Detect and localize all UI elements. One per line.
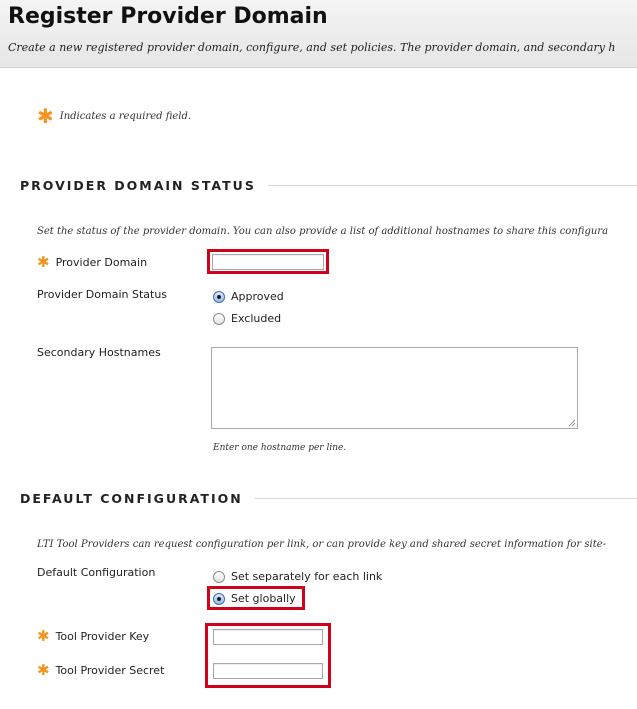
tool-provider-secret-input[interactable] — [213, 663, 323, 679]
secondary-hostnames-label: Secondary Hostnames — [37, 346, 161, 359]
provider-domain-input[interactable] — [212, 254, 324, 270]
required-star-icon: ✱ — [37, 661, 50, 679]
tool-provider-secret-label: ✱ Tool Provider Secret — [37, 661, 165, 679]
radio-label: Set separately for each link — [231, 570, 383, 583]
radio-approved[interactable] — [213, 290, 284, 303]
provider-domain-status-label: Provider Domain Status — [37, 288, 168, 301]
page-title: Register Provider Domain — [8, 4, 328, 29]
section-divider — [255, 498, 637, 499]
required-star-icon: ✱ — [37, 104, 54, 128]
section-heading-provider-domain-status — [20, 178, 637, 193]
page-description: Create a new registered provider domain, configure, and set policies. The provider domain, and secondary h — [8, 41, 616, 54]
tool-provider-key-input[interactable] — [213, 629, 323, 645]
radio-set-separately[interactable] — [213, 570, 382, 583]
page-header — [0, 0, 637, 68]
radio-button-selected[interactable] — [213, 593, 225, 605]
radio-label: Excluded — [231, 312, 282, 325]
radio-button-selected[interactable] — [213, 291, 225, 303]
required-note-text: Indicates a required field. — [59, 110, 192, 122]
radio-label: Approved — [231, 290, 284, 303]
secondary-hostnames-hint: Enter one hostname per line. — [213, 443, 347, 453]
radio-label: Set globally — [231, 592, 296, 605]
section-heading-default-configuration — [20, 491, 637, 506]
required-star-icon: ✱ — [37, 627, 50, 645]
section-description: Set the status of the provider domain. You can also provide a list of additional hostnames to share this configura — [37, 226, 609, 237]
required-star-icon: ✱ — [37, 253, 50, 271]
section-title: DEFAULT CONFIGURATION — [20, 491, 243, 506]
tool-provider-key-label: ✱ Tool Provider Key — [37, 627, 150, 645]
section-title: PROVIDER DOMAIN STATUS — [20, 178, 256, 193]
secondary-hostnames-textarea[interactable] — [211, 347, 578, 429]
default-configuration-label: Default Configuration — [37, 566, 156, 579]
section-divider — [268, 185, 637, 186]
radio-button[interactable] — [213, 571, 225, 583]
radio-set-globally[interactable] — [213, 592, 296, 605]
provider-domain-label: ✱ Provider Domain — [37, 253, 148, 271]
required-field-note — [37, 104, 192, 128]
section-description: LTI Tool Providers can request configuration per link, or can provide key and shared secret information for site- — [37, 539, 607, 550]
radio-button[interactable] — [213, 313, 225, 325]
resize-grip-icon[interactable] — [568, 419, 576, 427]
radio-excluded[interactable] — [213, 312, 281, 325]
